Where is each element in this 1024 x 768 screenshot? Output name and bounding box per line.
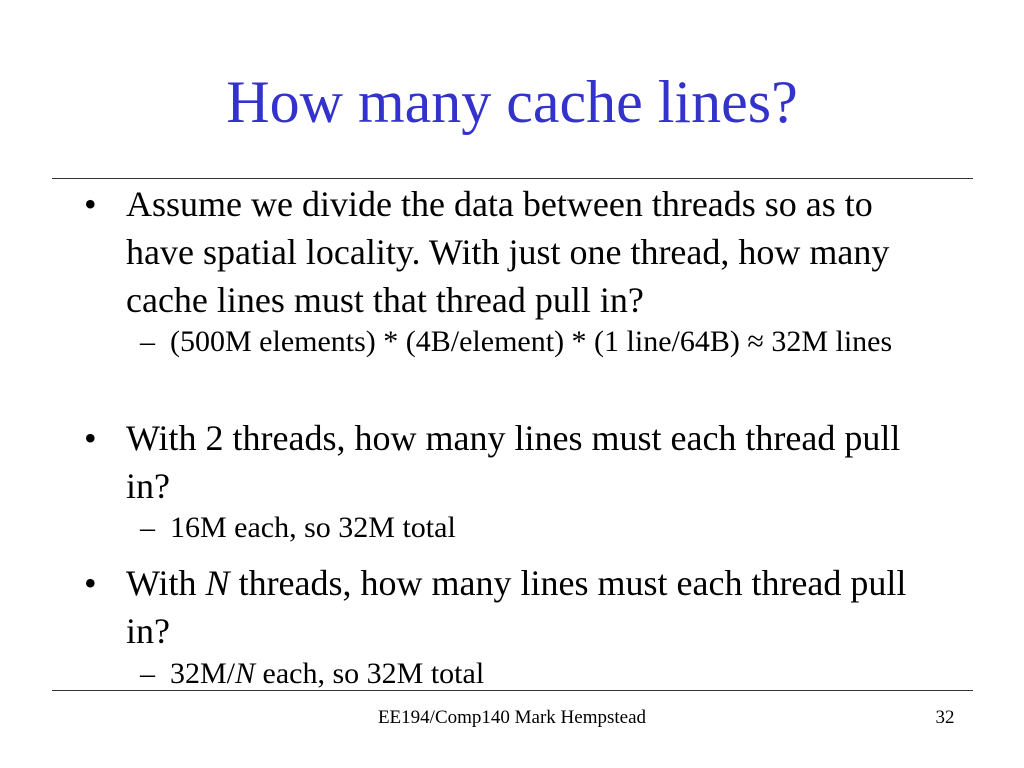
sub-bullet-marker: – [140, 325, 155, 358]
footer-text: EE194/Comp140 Mark Hempstead [377, 707, 647, 728]
bottom-divider [52, 690, 973, 691]
bullet-1-sub-text: (500M elements) * (4B/element) * (1 line/64B) ≈ 32M lines [170, 325, 893, 358]
bullet-marker: • [84, 563, 97, 603]
bullet-3-sub-text [170, 654, 930, 694]
bullet-marker: • [84, 418, 97, 458]
bullet-2-sub-text: 16M each, so 32M total [170, 511, 456, 544]
bullet-3-sub-post: each, so 32M total [255, 657, 485, 690]
sub-bullet-marker: – [140, 511, 155, 544]
bullet-2-text: With 2 threads, how many lines must each thread pull in? [126, 418, 901, 506]
bullet-1-text: Assume we divide the data between threads so as to have spatial locality. With just one thread, how many cache lines must that thread pull in? [126, 184, 890, 320]
bullet-3-text-post: threads, how many lines must each thread pull in? [126, 563, 907, 651]
bullet-marker: • [84, 184, 97, 224]
slide-title: How many cache lines? [226, 69, 798, 135]
bullet-3-text [126, 559, 926, 655]
bullet-3-sub-variable: N [235, 657, 256, 690]
page-number: 32 [935, 707, 955, 728]
bullet-3-text-pre: With [126, 563, 206, 603]
sub-bullet-marker: – [140, 657, 155, 690]
bullet-3-variable: N [205, 563, 230, 603]
bullet-3-sub-pre: 32M/ [170, 657, 236, 690]
